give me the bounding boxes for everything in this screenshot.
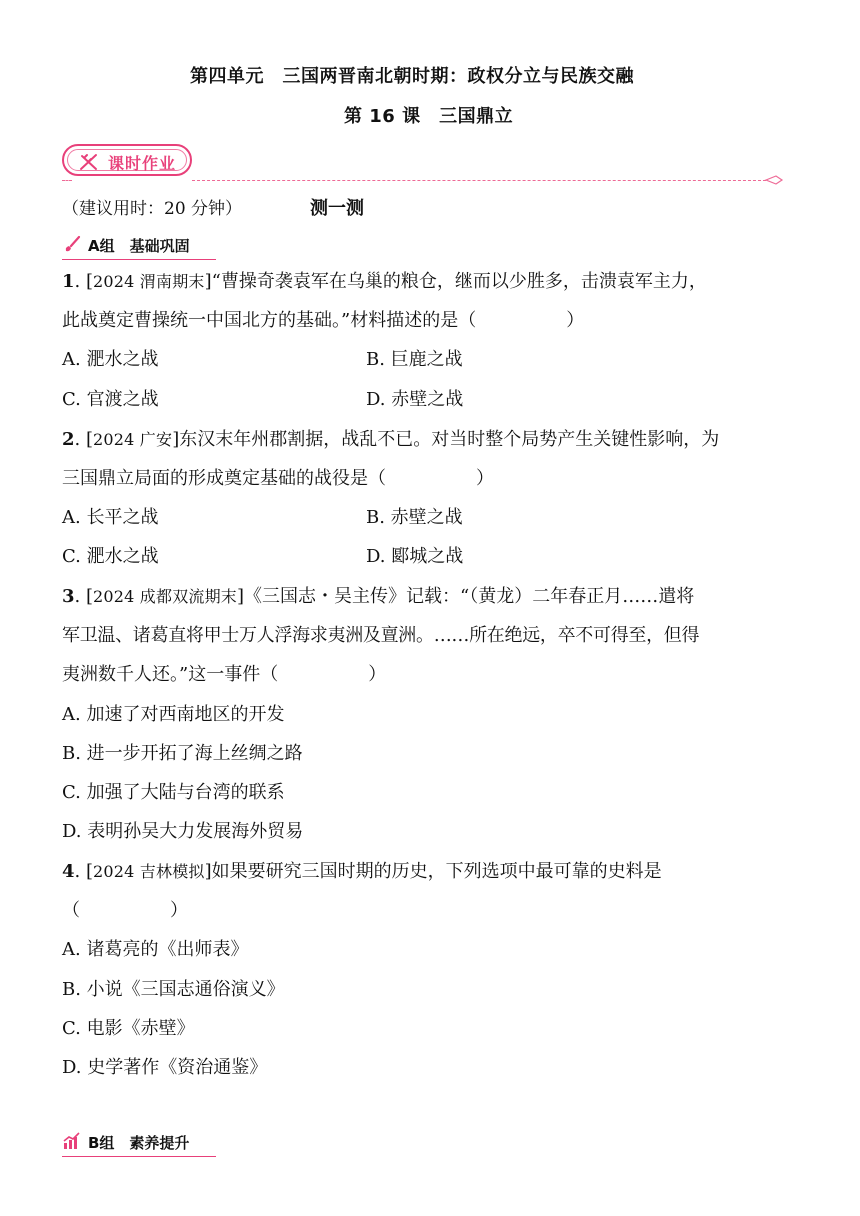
option-c[interactable]: C. 官渡之战 bbox=[62, 389, 159, 410]
badge-divider-left bbox=[62, 180, 72, 181]
question-text: “曹操奇袭袁军在乌巢的粮仓，继而以少胜多，击溃袁军主力， bbox=[211, 271, 707, 292]
option-d[interactable]: D. 表明孙吴大力发展海外贸易 bbox=[62, 821, 304, 842]
option-d[interactable]: D. 史学著作《资治通鉴》 bbox=[62, 1057, 268, 1078]
divider-end-ornament bbox=[764, 174, 784, 186]
question-source: 2024 渭南期末 bbox=[93, 272, 205, 291]
option-d[interactable]: D. 赤壁之战 bbox=[366, 389, 464, 410]
question-1-line-1: 1. [2024 渭南期末]“曹操奇袭袁军在乌巢的粮仓，继而以少胜多，击溃袁军主力， bbox=[62, 271, 707, 292]
question-3-line-3: 夷洲数千人还。”这一事件（ ） bbox=[62, 664, 387, 685]
option-b[interactable]: B. 进一步开拓了海上丝绸之路 bbox=[62, 743, 303, 764]
brush-icon bbox=[62, 235, 82, 253]
option-c[interactable]: C. 电影《赤壁》 bbox=[62, 1018, 195, 1039]
question-source: 2024 广安 bbox=[93, 430, 173, 449]
option-d[interactable]: D. 郾城之战 bbox=[366, 546, 464, 567]
question-3-line-1: 3. [2024 成都双流期末]《三国志・吴主传》记载：“（黄龙）二年春正月……遣将 bbox=[62, 586, 695, 607]
option-a[interactable]: A. 淝水之战 bbox=[62, 349, 159, 370]
option-a[interactable]: A. 加速了对西南地区的开发 bbox=[62, 704, 285, 725]
question-source: 2024 成都双流期末 bbox=[93, 587, 238, 606]
question-number: 3 bbox=[62, 586, 75, 607]
question-number: 2 bbox=[62, 429, 75, 450]
question-1-line-2: 此战奠定曹操统一中国北方的基础。”材料描述的是（ ） bbox=[62, 310, 585, 331]
pencil-ruler-icon bbox=[78, 152, 100, 172]
badge-divider bbox=[192, 180, 766, 181]
section-b-header bbox=[62, 1131, 216, 1153]
option-b[interactable]: B. 赤壁之战 bbox=[366, 507, 463, 528]
section-a-underline bbox=[62, 259, 216, 260]
question-number: 1 bbox=[62, 271, 75, 292]
question-text: 《三国志・吴主传》记载：“（黄龙）二年春正月……遣将 bbox=[244, 586, 695, 607]
suggested-time: （建议用时：20 分钟） bbox=[62, 199, 243, 219]
option-b[interactable]: B. 小说《三国志通俗演义》 bbox=[62, 979, 285, 1000]
option-a[interactable]: A. 长平之战 bbox=[62, 507, 159, 528]
question-2-line-2: 三国鼎立局面的形成奠定基础的战役是（ ） bbox=[62, 468, 494, 489]
option-c[interactable]: C. 淝水之战 bbox=[62, 546, 159, 567]
question-text: 如果要研究三国时期的历史，下列选项中最可靠的史料是 bbox=[211, 861, 662, 882]
question-source: 2024 吉林模拟 bbox=[93, 862, 205, 881]
homework-badge bbox=[62, 144, 192, 176]
bar-chart-icon bbox=[62, 1132, 82, 1150]
lesson-title: 第 16 课 三国鼎立 bbox=[344, 106, 514, 127]
question-4-line-1: 4. [2024 吉林模拟]如果要研究三国时期的历史，下列选项中最可靠的史料是 bbox=[62, 861, 662, 882]
test-label: 测一测 bbox=[310, 198, 364, 219]
badge-label: 课时作业 bbox=[108, 154, 177, 173]
question-4-line-2: （ ） bbox=[62, 900, 188, 921]
option-b[interactable]: B. 巨鹿之战 bbox=[366, 349, 463, 370]
section-b-underline bbox=[62, 1156, 216, 1157]
section-b-label: B组 素养提升 bbox=[88, 1134, 190, 1152]
question-text: 东汉末年州郡割据，战乱不已。对当时整个局势产生关键性影响，为 bbox=[179, 429, 720, 450]
unit-title: 第四单元 三国两晋南北朝时期：政权分立与民族交融 bbox=[190, 66, 634, 87]
section-a-label: A组 基础巩固 bbox=[88, 237, 190, 255]
question-number: 4 bbox=[62, 861, 75, 882]
section-a-header bbox=[62, 234, 216, 256]
question-3-line-2: 军卫温、诸葛直将甲士万人浮海求夷洲及亶洲。……所在绝远，卒不可得至，但得 bbox=[62, 625, 700, 646]
option-a[interactable]: A. 诸葛亮的《出师表》 bbox=[62, 939, 249, 960]
question-2-line-1: 2. [2024 广安]东汉末年州郡割据，战乱不已。对当时整个局势产生关键性影响，为 bbox=[62, 429, 720, 450]
option-c[interactable]: C. 加强了大陆与台湾的联系 bbox=[62, 782, 285, 803]
